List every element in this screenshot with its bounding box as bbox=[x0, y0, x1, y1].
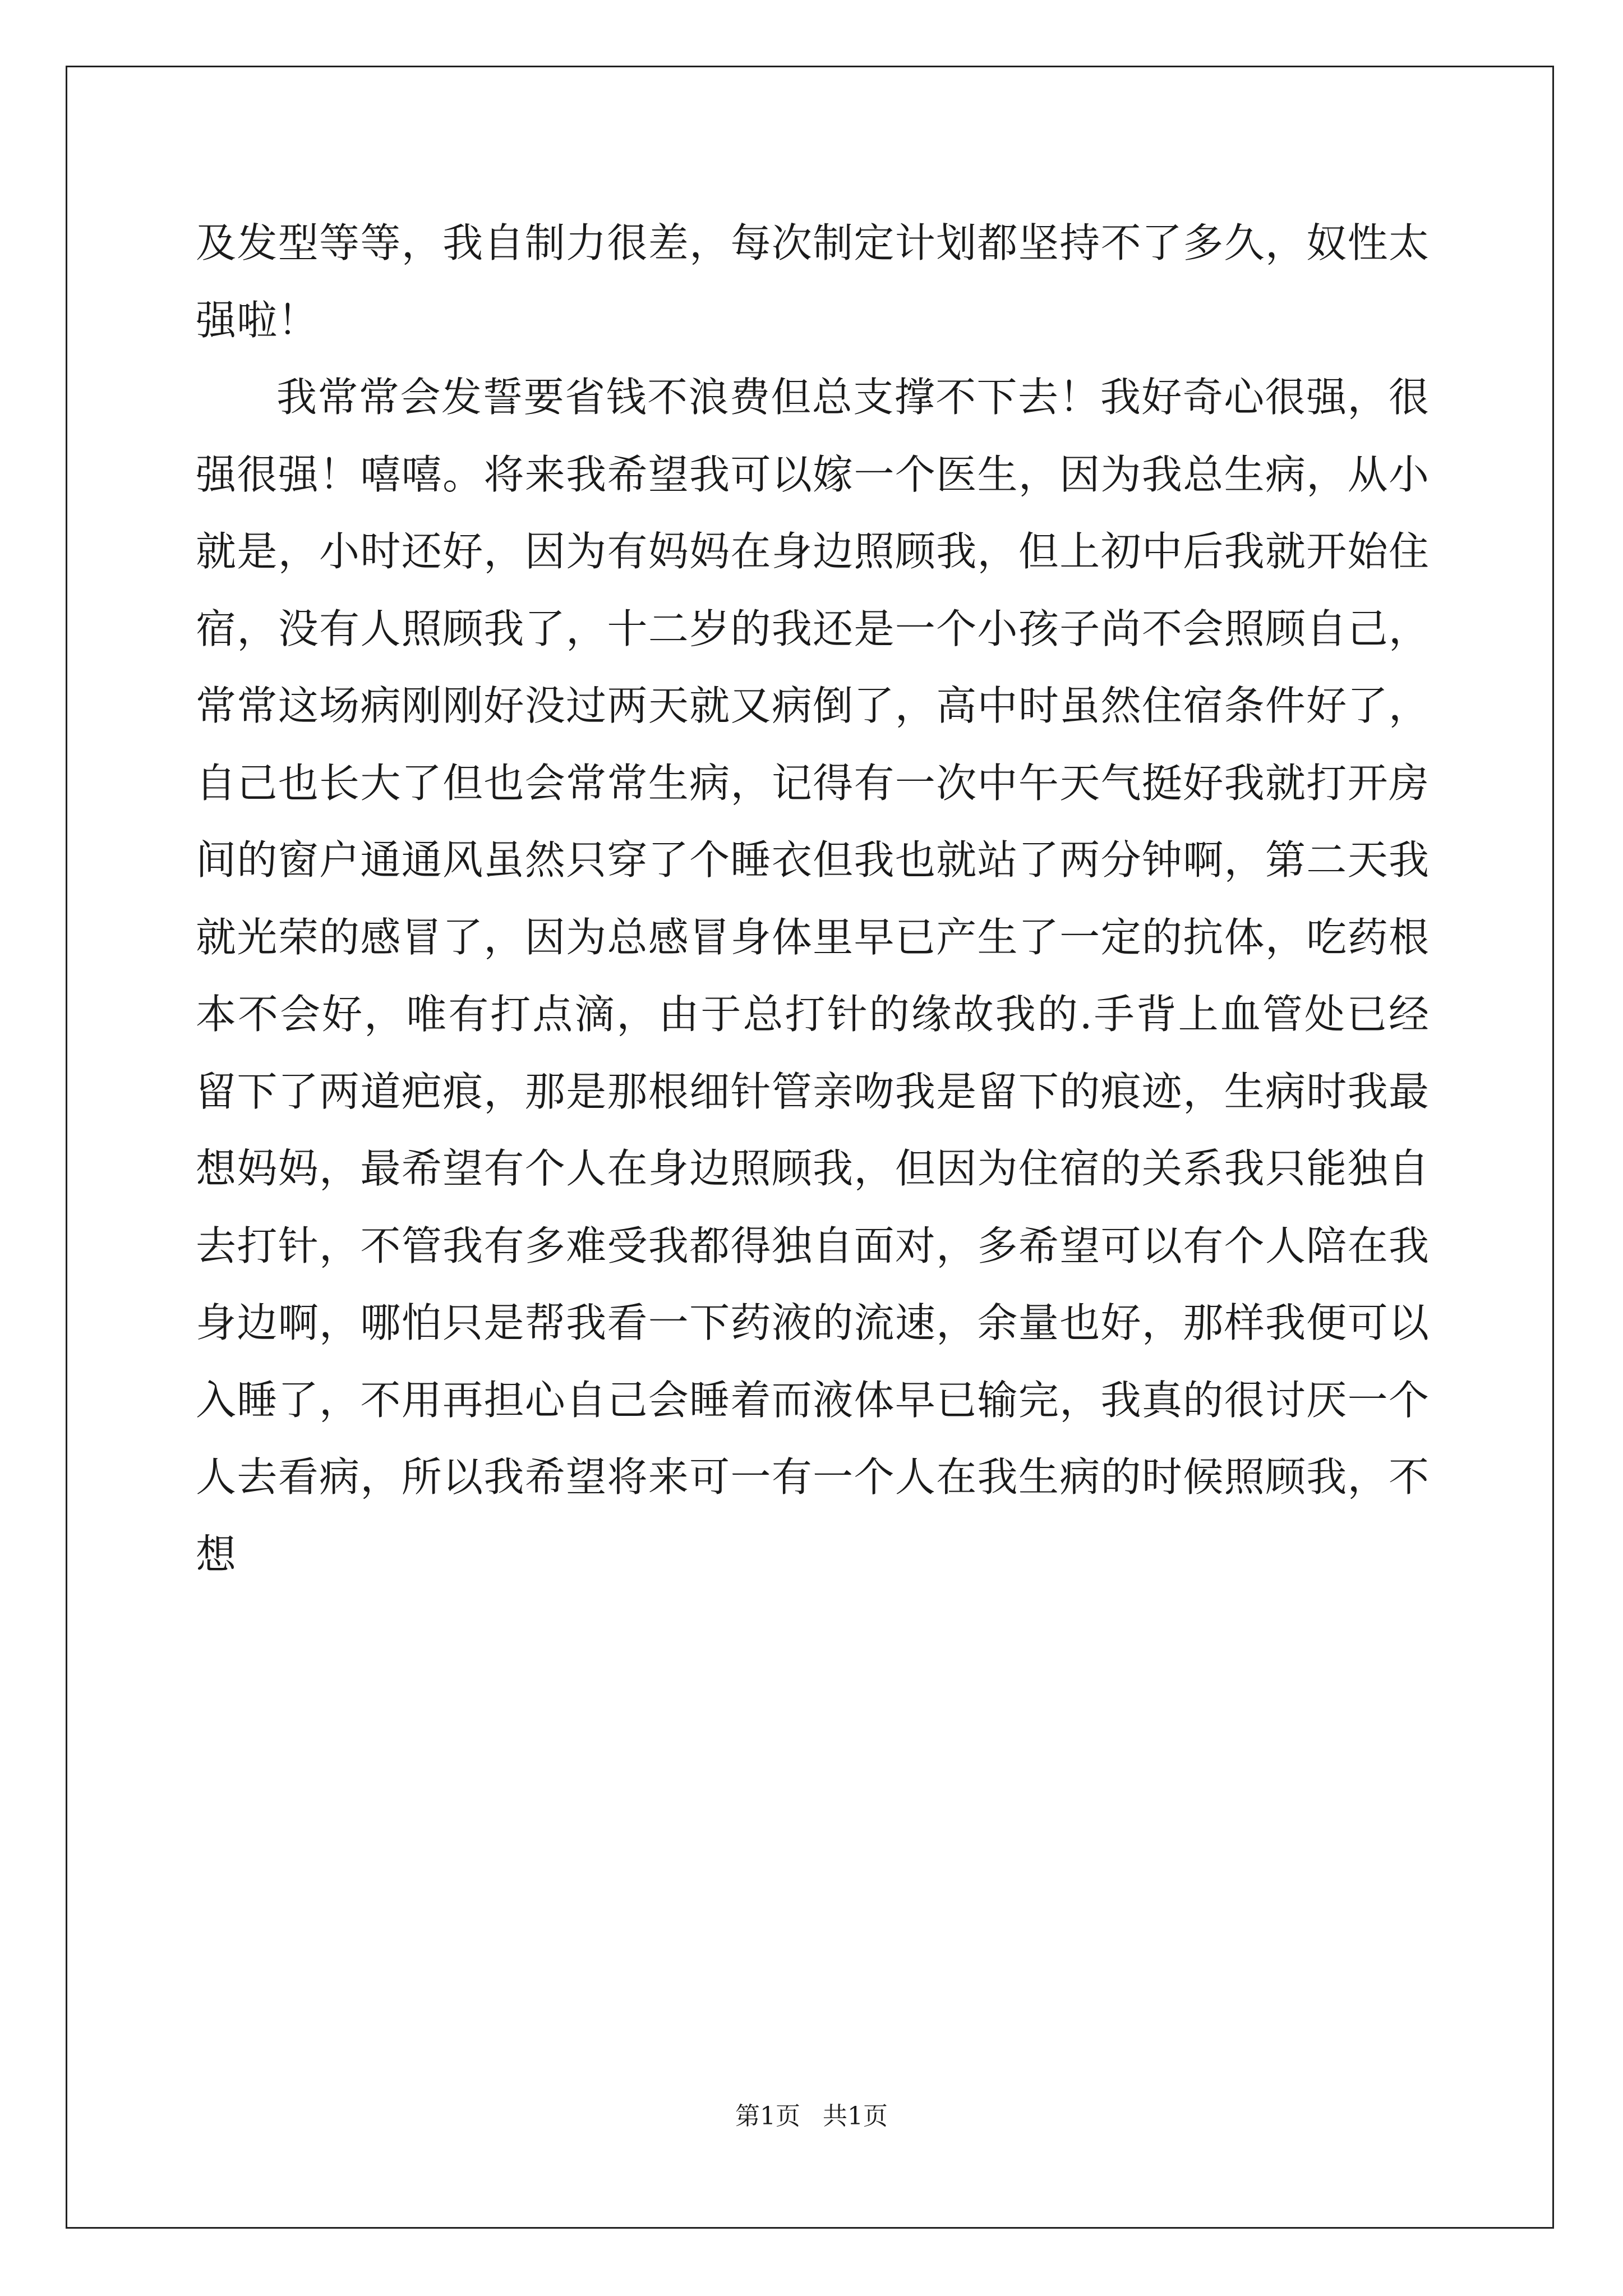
page-number: 第1页 bbox=[735, 2102, 800, 2131]
paragraph-continuation: 及发型等等，我自制力很差，每次制定计划都坚持不了多久，奴性太强啦！ bbox=[196, 219, 1430, 344]
page-footer bbox=[0, 2101, 1623, 2132]
document-body bbox=[196, 205, 1430, 1593]
page-total: 共1页 bbox=[823, 2102, 888, 2131]
paragraph-main: 我常常会发誓要省钱不浪费但总支撑不下去！我好奇心很强，很强很强！嘻嘻。将来我希望我可以嫁一个医生，因为我总生病，从小就是，小时还好，因为有妈妈在身边照顾我，但上初中后我就开始住宿，没有人照顾我了，十二岁的我还是一个小孩子尚不会照顾自己，常常这场病刚刚好没过两天就又病倒了，高中时虽然住宿条件好了，自己也长大了但也会常常生病，记得有一次中午天气挺好我就打开房间的窗户通通风虽然只穿了个睡衣但我也就站了两分钟啊，第二天我就光荣的感冒了，因为总感冒身体里早已产生了一定的抗体，吃药根本不会好，唯有打点滴，由于总打针的缘故我的.手背上血管处已经留下了两道疤痕，那是那根细针管亲吻我是留下的痕迹，生病时我最想妈妈，最希望有个人在身边照顾我，但因为住宿的关系我只能独自去打针，不管我有多难受我都得独自面对，多希望可以有个人陪在我身边啊，哪怕只是帮我看一下药液的流速，余量也好，那样我便可以入睡了，不用再担心自己会睡着而液体早已输完，我真的很讨厌一个人去看病，所以我希望将来可一有一个人在我生病的时候照顾我，不想 bbox=[196, 374, 1430, 1578]
